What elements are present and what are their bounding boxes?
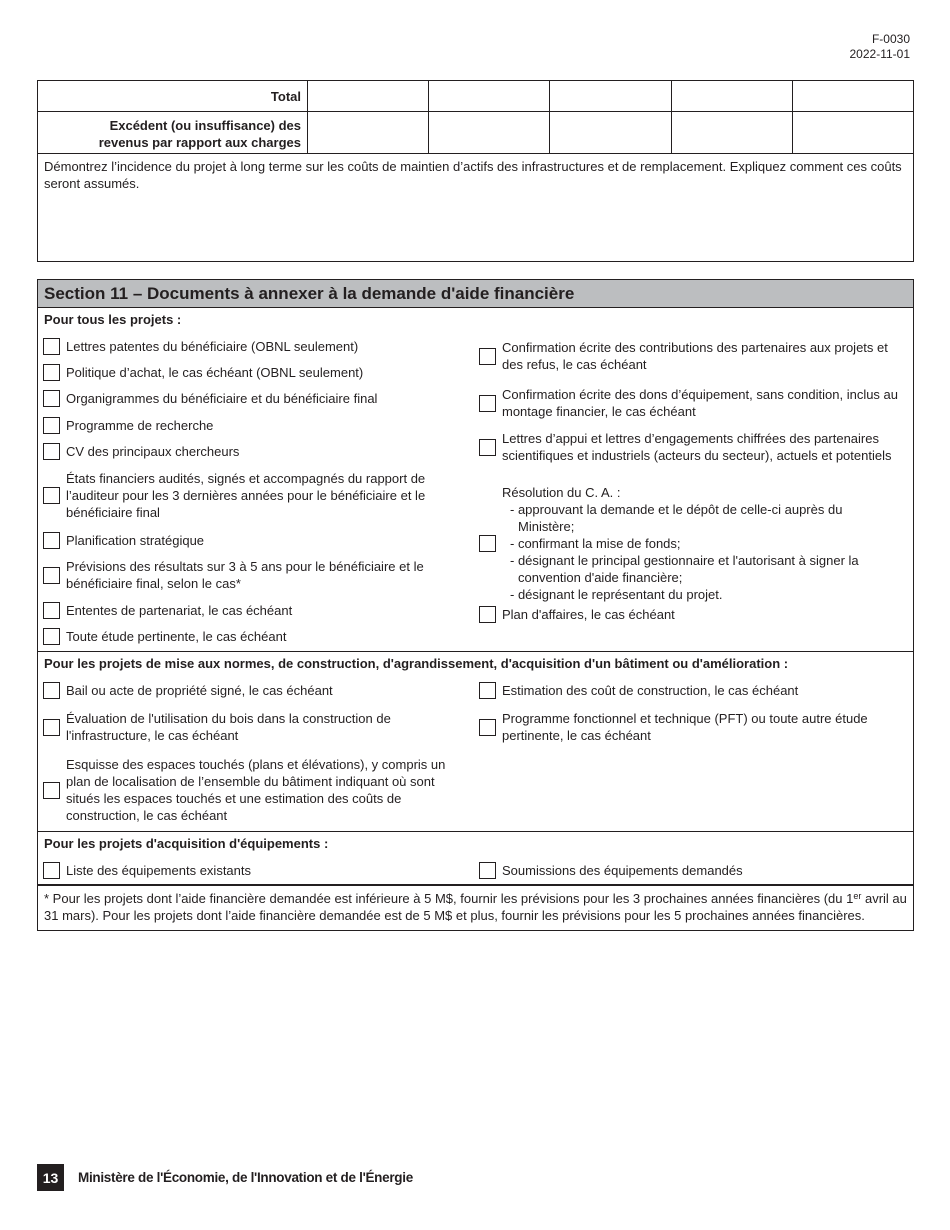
item-label: Organigrammes du bénéficiaire et du bénéficiaire final — [66, 391, 378, 406]
total-cell[interactable] — [550, 81, 671, 111]
surplus-label — [38, 112, 308, 153]
checklist-item — [479, 710, 909, 744]
checklist-item — [479, 386, 909, 420]
page-footer — [37, 1164, 413, 1191]
surplus-label-line2: revenus par rapport aux charges — [98, 135, 301, 150]
checkbox[interactable] — [43, 862, 60, 879]
checkbox[interactable] — [43, 443, 60, 460]
checkbox[interactable] — [43, 628, 60, 645]
item-label: Liste des équipements existants — [66, 863, 251, 878]
resolution-item — [479, 484, 909, 603]
checkbox[interactable] — [479, 439, 496, 456]
surplus-row — [38, 112, 913, 154]
checklist-item — [43, 470, 458, 521]
checkbox[interactable] — [43, 782, 60, 799]
construction-projects-title: Pour les projets de mise aux normes, de construction, d'agrandissement, d'acquisition d'un bâtiment ou d'amélioration : — [44, 656, 789, 671]
resolution-line: Ministère; — [518, 519, 575, 534]
surplus-cell[interactable] — [429, 112, 550, 153]
resolution-line: - désignant le représentant du projet. — [510, 587, 723, 602]
checklist-item — [43, 862, 458, 879]
total-cell[interactable] — [308, 81, 429, 111]
footnote-sup: er — [853, 891, 862, 901]
all-projects-group — [38, 308, 913, 652]
item-label: Lettres patentes du bénéficiaire (OBNL seulement) — [66, 339, 359, 354]
total-cell[interactable] — [429, 81, 550, 111]
checklist-item — [43, 443, 458, 460]
item-label: Confirmation écrite des dons d’équipement, sans condition, inclus au montage financier, le cas échéant — [502, 387, 899, 419]
form-meta — [850, 32, 911, 62]
checklist-item — [43, 756, 458, 824]
resolution-line: convention d'aide financière; — [518, 570, 683, 585]
construction-projects-group — [38, 652, 913, 832]
surplus-label-line1: Excédent (ou insuffisance) des — [109, 118, 301, 133]
item-label: Programme de recherche — [66, 418, 214, 433]
checklist-item — [43, 628, 458, 645]
item-label: Bail ou acte de propriété signé, le cas échéant — [66, 683, 333, 698]
checkbox[interactable] — [43, 487, 60, 504]
ministry-name: Ministère de l'Économie, de l'Innovation et de l'Énergie — [78, 1170, 413, 1185]
surplus-cell[interactable] — [308, 112, 429, 153]
footnote — [38, 885, 913, 930]
checklist-item — [43, 682, 458, 699]
item-label: Prévisions des résultats sur 3 à 5 ans pour le bénéficiaire et le bénéficiaire final, selon le cas* — [66, 559, 424, 591]
checkbox[interactable] — [43, 338, 60, 355]
checkbox[interactable] — [479, 348, 496, 365]
item-label: États financiers audités, signés et accompagnés du rapport de l’auditeur pour les 3 dernières années pour le bénéficiaire et le bénéficiaire final — [66, 471, 426, 520]
checklist-item — [479, 862, 909, 879]
total-cell[interactable] — [672, 81, 793, 111]
checklist-item — [479, 339, 909, 373]
surplus-cell[interactable] — [672, 112, 793, 153]
checklist-item — [479, 606, 909, 623]
checkbox[interactable] — [479, 535, 496, 552]
total-row — [38, 81, 913, 112]
item-label: Politique d’achat, le cas échéant (OBNL seulement) — [66, 365, 364, 380]
resolution-line: - désignant le principal gestionnaire et l'autorisant à signer la — [510, 553, 859, 568]
page-number: 13 — [37, 1164, 64, 1191]
surplus-cell[interactable] — [793, 112, 913, 153]
checklist-item — [43, 558, 458, 592]
footnote-part2: avril au 31 mars). Pour les projets dont l’aide financière demandée est de 5 M$ et plus, fournir les prévisions pour les 5 prochaines années financières. — [44, 891, 907, 923]
item-label: Planification stratégique — [66, 533, 205, 548]
resolution-title: Résolution du C. A. : — [502, 485, 621, 500]
checklist-item — [43, 532, 458, 549]
checkbox[interactable] — [43, 364, 60, 381]
checkbox[interactable] — [479, 862, 496, 879]
item-label: Programme fonctionnel et technique (PFT) ou toute autre étude pertinente, le cas échéant — [502, 711, 868, 743]
item-label: Confirmation écrite des contributions des partenaires aux projets et des refus, le cas échéant — [502, 340, 888, 372]
checklist-item — [43, 338, 458, 355]
resolution-text — [502, 484, 909, 603]
checklist-item — [43, 710, 458, 744]
equipment-projects-title: Pour les projets d'acquisition d'équipements : — [44, 836, 329, 851]
impact-prompt: Démontrez l’incidence du projet à long terme sur les coûts de maintien d’actifs des infrastructures et de remplacement. Expliquez comment ces coûts seront assumés. — [44, 159, 902, 191]
checklist-item — [43, 417, 458, 434]
checklist-item — [43, 602, 458, 619]
checkbox[interactable] — [43, 417, 60, 434]
section-11 — [37, 279, 914, 931]
checklist-item — [479, 430, 909, 464]
impact-text-field[interactable] — [38, 154, 913, 261]
checkbox[interactable] — [479, 606, 496, 623]
checklist-item — [479, 682, 909, 699]
checkbox[interactable] — [479, 682, 496, 699]
surplus-cell[interactable] — [550, 112, 671, 153]
item-label: Plan d'affaires, le cas échéant — [502, 607, 675, 622]
item-label: CV des principaux chercheurs — [66, 444, 240, 459]
checklist-item — [43, 364, 458, 381]
form-code: F-0030 — [871, 32, 910, 46]
item-label: Lettres d’appui et lettres d’engagements chiffrées des partenaires scientifiques et industriels (acteurs du secteur), actuels et potentiels — [502, 431, 892, 463]
item-label: Estimation des coût de construction, le cas échéant — [502, 683, 799, 698]
all-projects-title: Pour tous les projets : — [44, 312, 182, 327]
financial-table — [37, 80, 914, 262]
item-label: Esquisse des espaces touchés (plans et élévations), y compris un plan de localisation de l’ensemble du bâtiment indiquant où sont situés les espaces touchés et une estimation des coûts de construction, le cas échéant — [66, 757, 446, 823]
checkbox[interactable] — [479, 719, 496, 736]
item-label: Soumissions des équipements demandés — [502, 863, 743, 878]
checkbox[interactable] — [43, 567, 60, 584]
form-date: 2022-11-01 — [849, 47, 910, 61]
resolution-line: - confirmant la mise de fonds; — [510, 536, 681, 551]
item-label: Évaluation de l'utilisation du bois dans la construction de l'infrastructure, le cas échéant — [66, 711, 391, 743]
checkbox[interactable] — [43, 532, 60, 549]
checkbox[interactable] — [43, 719, 60, 736]
item-label: Ententes de partenariat, le cas échéant — [66, 603, 293, 618]
total-label: Total — [38, 81, 308, 111]
checkbox[interactable] — [43, 602, 60, 619]
checkbox[interactable] — [43, 390, 60, 407]
item-label: Toute étude pertinente, le cas échéant — [66, 629, 287, 644]
checkbox[interactable] — [43, 682, 60, 699]
resolution-line: - approuvant la demande et le dépôt de celle-ci auprès du — [510, 502, 843, 517]
footnote-part1: * Pour les projets dont l’aide financière demandée est inférieure à 5 M$, fournir les prévisions pour les 3 prochaines années financières (du 1 — [44, 891, 854, 906]
checklist-item — [43, 390, 458, 407]
equipment-projects-group — [38, 832, 913, 885]
total-cell[interactable] — [793, 81, 913, 111]
section-11-title: Section 11 – Documents à annexer à la demande d'aide financière — [38, 280, 913, 308]
checkbox[interactable] — [479, 395, 496, 412]
